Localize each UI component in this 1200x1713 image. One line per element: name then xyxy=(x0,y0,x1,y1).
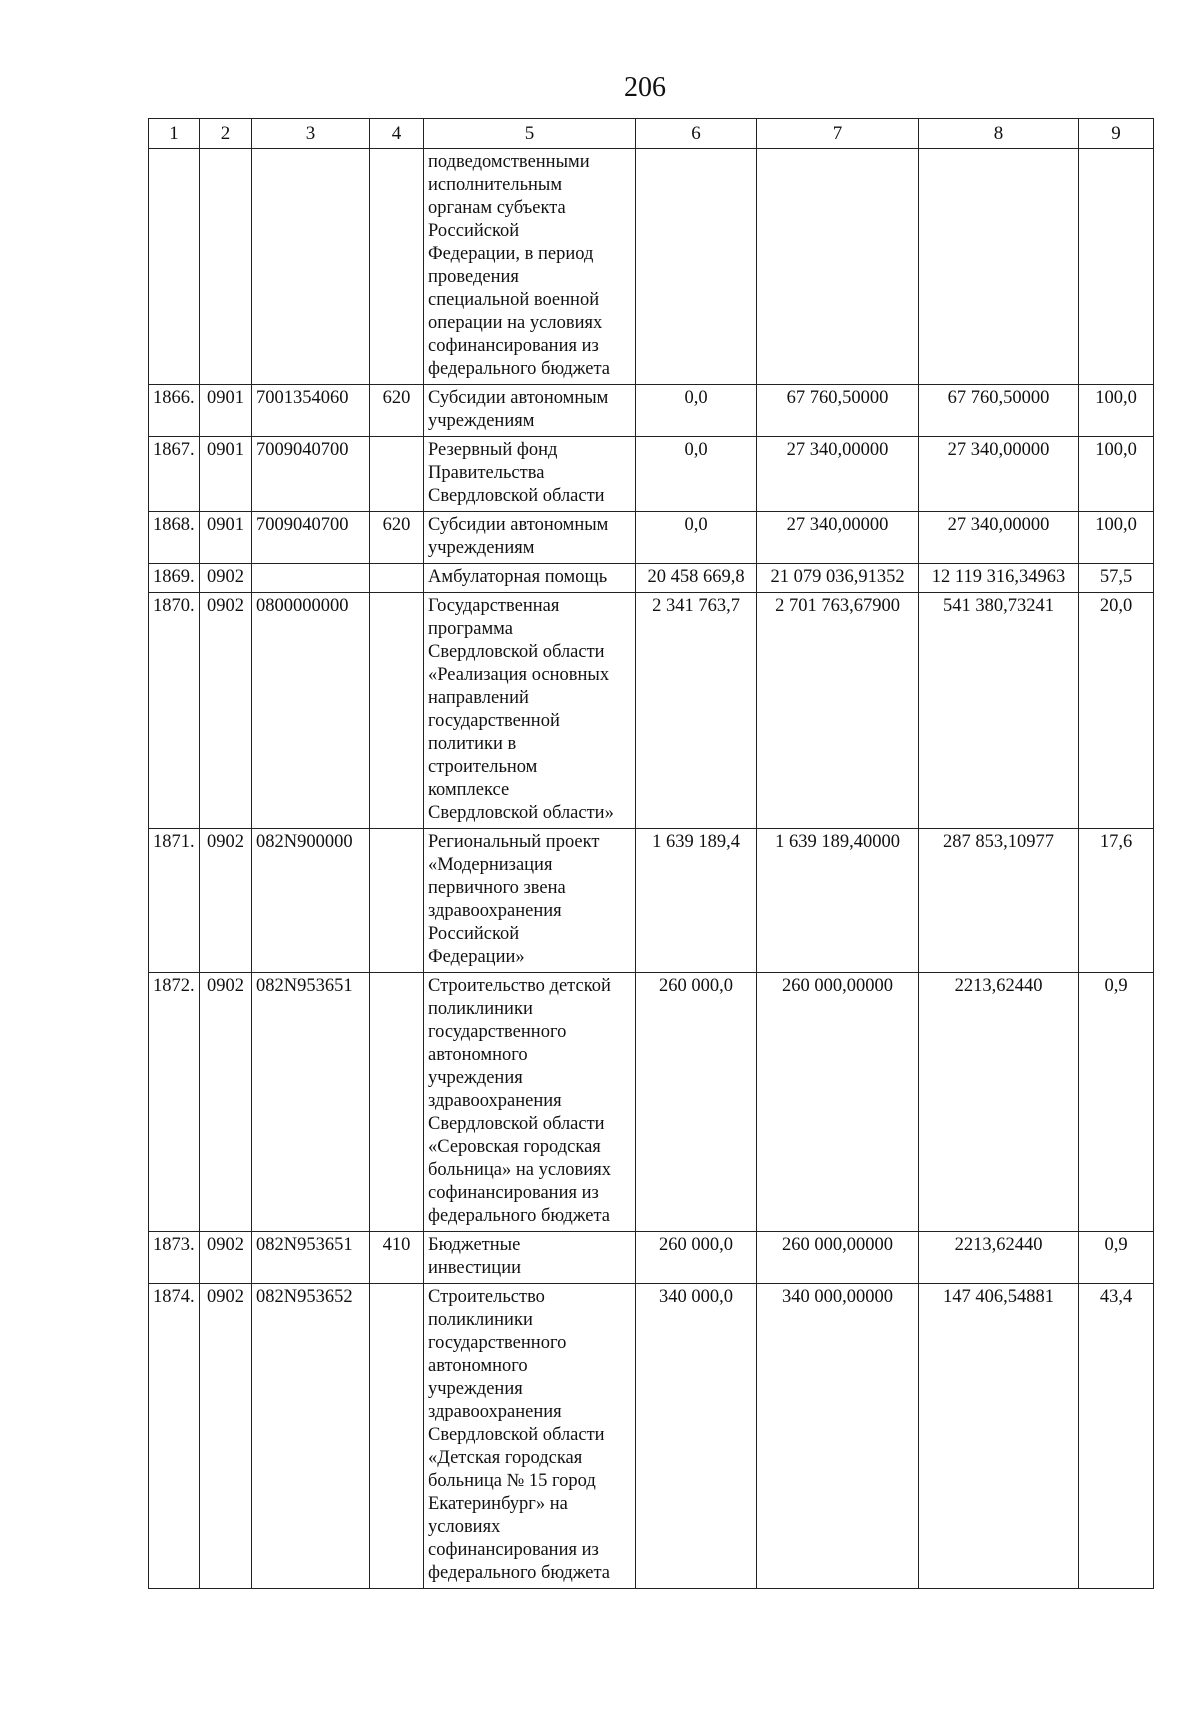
item-name-line: Екатеринбург» на xyxy=(428,1494,568,1514)
item-name-cell xyxy=(424,1284,636,1589)
execution-percent-cell: 100,0 xyxy=(1079,437,1154,512)
item-name-line: больница № 15 город xyxy=(428,1471,596,1491)
row-number-cell: 1869. xyxy=(149,564,200,593)
executed-amount-cell: 147 406,54881 xyxy=(919,1284,1079,1589)
revised-amount-cell: 260 000,00000 xyxy=(757,1232,919,1284)
expense-type-cell xyxy=(370,1284,424,1589)
execution-percent-cell: 20,0 xyxy=(1079,593,1154,829)
approved-amount-cell: 0,0 xyxy=(636,385,757,437)
section-code-cell: 0902 xyxy=(200,593,252,829)
item-name-line: органам субъекта xyxy=(428,198,566,218)
item-name-cell xyxy=(424,973,636,1232)
revised-amount-cell: 67 760,50000 xyxy=(757,385,919,437)
section-code-cell: 0902 xyxy=(200,564,252,593)
section-code-cell: 0901 xyxy=(200,385,252,437)
item-name-line: государственного xyxy=(428,1022,567,1042)
approved-amount-cell: 0,0 xyxy=(636,437,757,512)
section-code-cell xyxy=(200,149,252,385)
item-name-line: Свердловской области xyxy=(428,1114,605,1134)
item-name-line: поликлиники xyxy=(428,999,533,1019)
row-number-cell: 1873. xyxy=(149,1232,200,1284)
item-name-line: Российской xyxy=(428,221,520,241)
item-name-line: здравоохранения xyxy=(428,1091,562,1111)
item-name-line: государственного xyxy=(428,1333,567,1353)
table-row xyxy=(149,512,1154,564)
revised-amount-cell: 1 639 189,40000 xyxy=(757,829,919,973)
target-article-cell: 7001354060 xyxy=(252,385,370,437)
execution-percent-cell: 43,4 xyxy=(1079,1284,1154,1589)
approved-amount-cell: 2 341 763,7 xyxy=(636,593,757,829)
target-article-cell: 082N953652 xyxy=(252,1284,370,1589)
item-name-line: софинансирования из xyxy=(428,1183,599,1203)
item-name-line: учреждения xyxy=(428,1379,523,1399)
item-name-line: Региональный проект xyxy=(428,832,600,852)
item-name-line: подведомственными xyxy=(428,152,590,172)
executed-amount-cell: 27 340,00000 xyxy=(919,437,1079,512)
table-body xyxy=(149,149,1154,1589)
item-name-line: учреждениям xyxy=(428,411,535,431)
expense-type-cell xyxy=(370,149,424,385)
item-name-line: федерального бюджета xyxy=(428,1563,611,1583)
item-name-line: условиях xyxy=(428,1517,501,1537)
item-name-line: Правительства xyxy=(428,463,545,483)
item-name-line: Федерации» xyxy=(428,947,525,967)
item-name-line: Резервный фонд xyxy=(428,440,558,460)
column-header-7: 7 xyxy=(757,119,919,149)
expense-type-cell xyxy=(370,829,424,973)
item-name-cell xyxy=(424,385,636,437)
approved-amount-cell: 0,0 xyxy=(636,512,757,564)
table-row xyxy=(149,564,1154,593)
table-row xyxy=(149,593,1154,829)
item-name-line: учреждения xyxy=(428,1068,523,1088)
item-name-cell xyxy=(424,564,636,593)
section-code-cell: 0901 xyxy=(200,437,252,512)
target-article-cell xyxy=(252,149,370,385)
item-name-line: здравоохранения xyxy=(428,1402,562,1422)
item-name-line: софинансирования из xyxy=(428,336,599,356)
item-name-line: «Серовская городская xyxy=(428,1137,601,1157)
target-article-cell: 0800000000 xyxy=(252,593,370,829)
execution-percent-cell: 100,0 xyxy=(1079,385,1154,437)
item-name-line: Свердловской области xyxy=(428,486,605,506)
execution-percent-cell: 17,6 xyxy=(1079,829,1154,973)
item-name-line: Строительство детской xyxy=(428,976,611,996)
table-row xyxy=(149,149,1154,385)
item-name-cell xyxy=(424,149,636,385)
column-header-6: 6 xyxy=(636,119,757,149)
section-code-cell: 0902 xyxy=(200,829,252,973)
item-name-line: учреждениям xyxy=(428,538,535,558)
item-name-line: Бюджетные xyxy=(428,1235,521,1255)
item-name-cell xyxy=(424,437,636,512)
item-name-line: строительном xyxy=(428,757,538,777)
item-name-line: Свердловской области xyxy=(428,1425,605,1445)
item-name-line: «Модернизация xyxy=(428,855,553,875)
expense-type-cell xyxy=(370,593,424,829)
page-number: 206 xyxy=(624,72,666,103)
item-name-line: больница» на условиях xyxy=(428,1160,611,1180)
table-row xyxy=(149,1284,1154,1589)
item-name-line: Свердловской области» xyxy=(428,803,614,823)
executed-amount-cell xyxy=(919,149,1079,385)
row-number-cell: 1874. xyxy=(149,1284,200,1589)
item-name-line: Субсидии автономным xyxy=(428,515,609,535)
expense-type-cell xyxy=(370,973,424,1232)
section-code-cell: 0902 xyxy=(200,1284,252,1589)
revised-amount-cell: 21 079 036,91352 xyxy=(757,564,919,593)
approved-amount-cell: 260 000,0 xyxy=(636,1232,757,1284)
item-name-line: исполнительным xyxy=(428,175,563,195)
expense-type-cell: 620 xyxy=(370,385,424,437)
target-article-cell: 082N900000 xyxy=(252,829,370,973)
column-header-4: 4 xyxy=(370,119,424,149)
header-row xyxy=(149,119,1154,149)
executed-amount-cell: 2213,62440 xyxy=(919,1232,1079,1284)
row-number-cell xyxy=(149,149,200,385)
column-header-1: 1 xyxy=(149,119,200,149)
item-name-line: здравоохранения xyxy=(428,901,562,921)
item-name-line: поликлиники xyxy=(428,1310,533,1330)
item-name-line: федерального бюджета xyxy=(428,1206,611,1226)
approved-amount-cell: 20 458 669,8 xyxy=(636,564,757,593)
item-name-line: Строительство xyxy=(428,1287,545,1307)
item-name-line: программа xyxy=(428,619,513,639)
section-code-cell: 0902 xyxy=(200,973,252,1232)
execution-percent-cell: 0,9 xyxy=(1079,1232,1154,1284)
table-row xyxy=(149,385,1154,437)
row-number-cell: 1868. xyxy=(149,512,200,564)
row-number-cell: 1867. xyxy=(149,437,200,512)
item-name-line: Федерации, в период xyxy=(428,244,594,264)
item-name-line: автономного xyxy=(428,1045,528,1065)
item-name-line: автономного xyxy=(428,1356,528,1376)
row-number-cell: 1866. xyxy=(149,385,200,437)
item-name-line: федерального бюджета xyxy=(428,359,611,379)
target-article-cell xyxy=(252,564,370,593)
section-code-cell: 0902 xyxy=(200,1232,252,1284)
table-row xyxy=(149,437,1154,512)
executed-amount-cell: 541 380,73241 xyxy=(919,593,1079,829)
item-name-line: специальной военной xyxy=(428,290,600,310)
item-name-line: направлений xyxy=(428,688,529,708)
item-name-line: комплексе xyxy=(428,780,510,800)
revised-amount-cell xyxy=(757,149,919,385)
item-name-line: политики в xyxy=(428,734,517,754)
expense-type-cell: 410 xyxy=(370,1232,424,1284)
item-name-cell xyxy=(424,829,636,973)
executed-amount-cell: 12 119 316,34963 xyxy=(919,564,1079,593)
column-header-9: 9 xyxy=(1079,119,1154,149)
item-name-line: «Детская городская xyxy=(428,1448,583,1468)
budget-table xyxy=(148,118,1154,1589)
item-name-line: софинансирования из xyxy=(428,1540,599,1560)
revised-amount-cell: 2 701 763,67900 xyxy=(757,593,919,829)
execution-percent-cell: 57,5 xyxy=(1079,564,1154,593)
table-row xyxy=(149,973,1154,1232)
item-name-line: проведения xyxy=(428,267,519,287)
item-name-line: Амбулаторная помощь xyxy=(428,567,608,587)
expense-type-cell xyxy=(370,564,424,593)
executed-amount-cell: 67 760,50000 xyxy=(919,385,1079,437)
revised-amount-cell: 27 340,00000 xyxy=(757,437,919,512)
target-article-cell: 7009040700 xyxy=(252,512,370,564)
execution-percent-cell: 100,0 xyxy=(1079,512,1154,564)
item-name-line: Субсидии автономным xyxy=(428,388,609,408)
column-header-2: 2 xyxy=(200,119,252,149)
executed-amount-cell: 27 340,00000 xyxy=(919,512,1079,564)
column-header-3: 3 xyxy=(252,119,370,149)
column-header-5: 5 xyxy=(424,119,636,149)
row-number-cell: 1870. xyxy=(149,593,200,829)
target-article-cell: 7009040700 xyxy=(252,437,370,512)
expense-type-cell: 620 xyxy=(370,512,424,564)
expense-type-cell xyxy=(370,437,424,512)
section-code-cell: 0901 xyxy=(200,512,252,564)
approved-amount-cell: 260 000,0 xyxy=(636,973,757,1232)
revised-amount-cell: 340 000,00000 xyxy=(757,1284,919,1589)
item-name-line: Свердловской области xyxy=(428,642,605,662)
item-name-line: Государственная xyxy=(428,596,560,616)
table-row xyxy=(149,829,1154,973)
row-number-cell: 1872. xyxy=(149,973,200,1232)
column-header-8: 8 xyxy=(919,119,1079,149)
item-name-line: государственной xyxy=(428,711,560,731)
item-name-line: операции на условиях xyxy=(428,313,603,333)
target-article-cell: 082N953651 xyxy=(252,973,370,1232)
execution-percent-cell xyxy=(1079,149,1154,385)
item-name-cell xyxy=(424,1232,636,1284)
item-name-cell xyxy=(424,512,636,564)
item-name-line: первичного звена xyxy=(428,878,566,898)
row-number-cell: 1871. xyxy=(149,829,200,973)
item-name-line: Российской xyxy=(428,924,520,944)
executed-amount-cell: 2213,62440 xyxy=(919,973,1079,1232)
approved-amount-cell xyxy=(636,149,757,385)
revised-amount-cell: 27 340,00000 xyxy=(757,512,919,564)
execution-percent-cell: 0,9 xyxy=(1079,973,1154,1232)
table-row xyxy=(149,1232,1154,1284)
executed-amount-cell: 287 853,10977 xyxy=(919,829,1079,973)
item-name-cell xyxy=(424,593,636,829)
approved-amount-cell: 340 000,0 xyxy=(636,1284,757,1589)
approved-amount-cell: 1 639 189,4 xyxy=(636,829,757,973)
target-article-cell: 082N953651 xyxy=(252,1232,370,1284)
item-name-line: «Реализация основных xyxy=(428,665,610,685)
revised-amount-cell: 260 000,00000 xyxy=(757,973,919,1232)
item-name-line: инвестиции xyxy=(428,1258,521,1278)
